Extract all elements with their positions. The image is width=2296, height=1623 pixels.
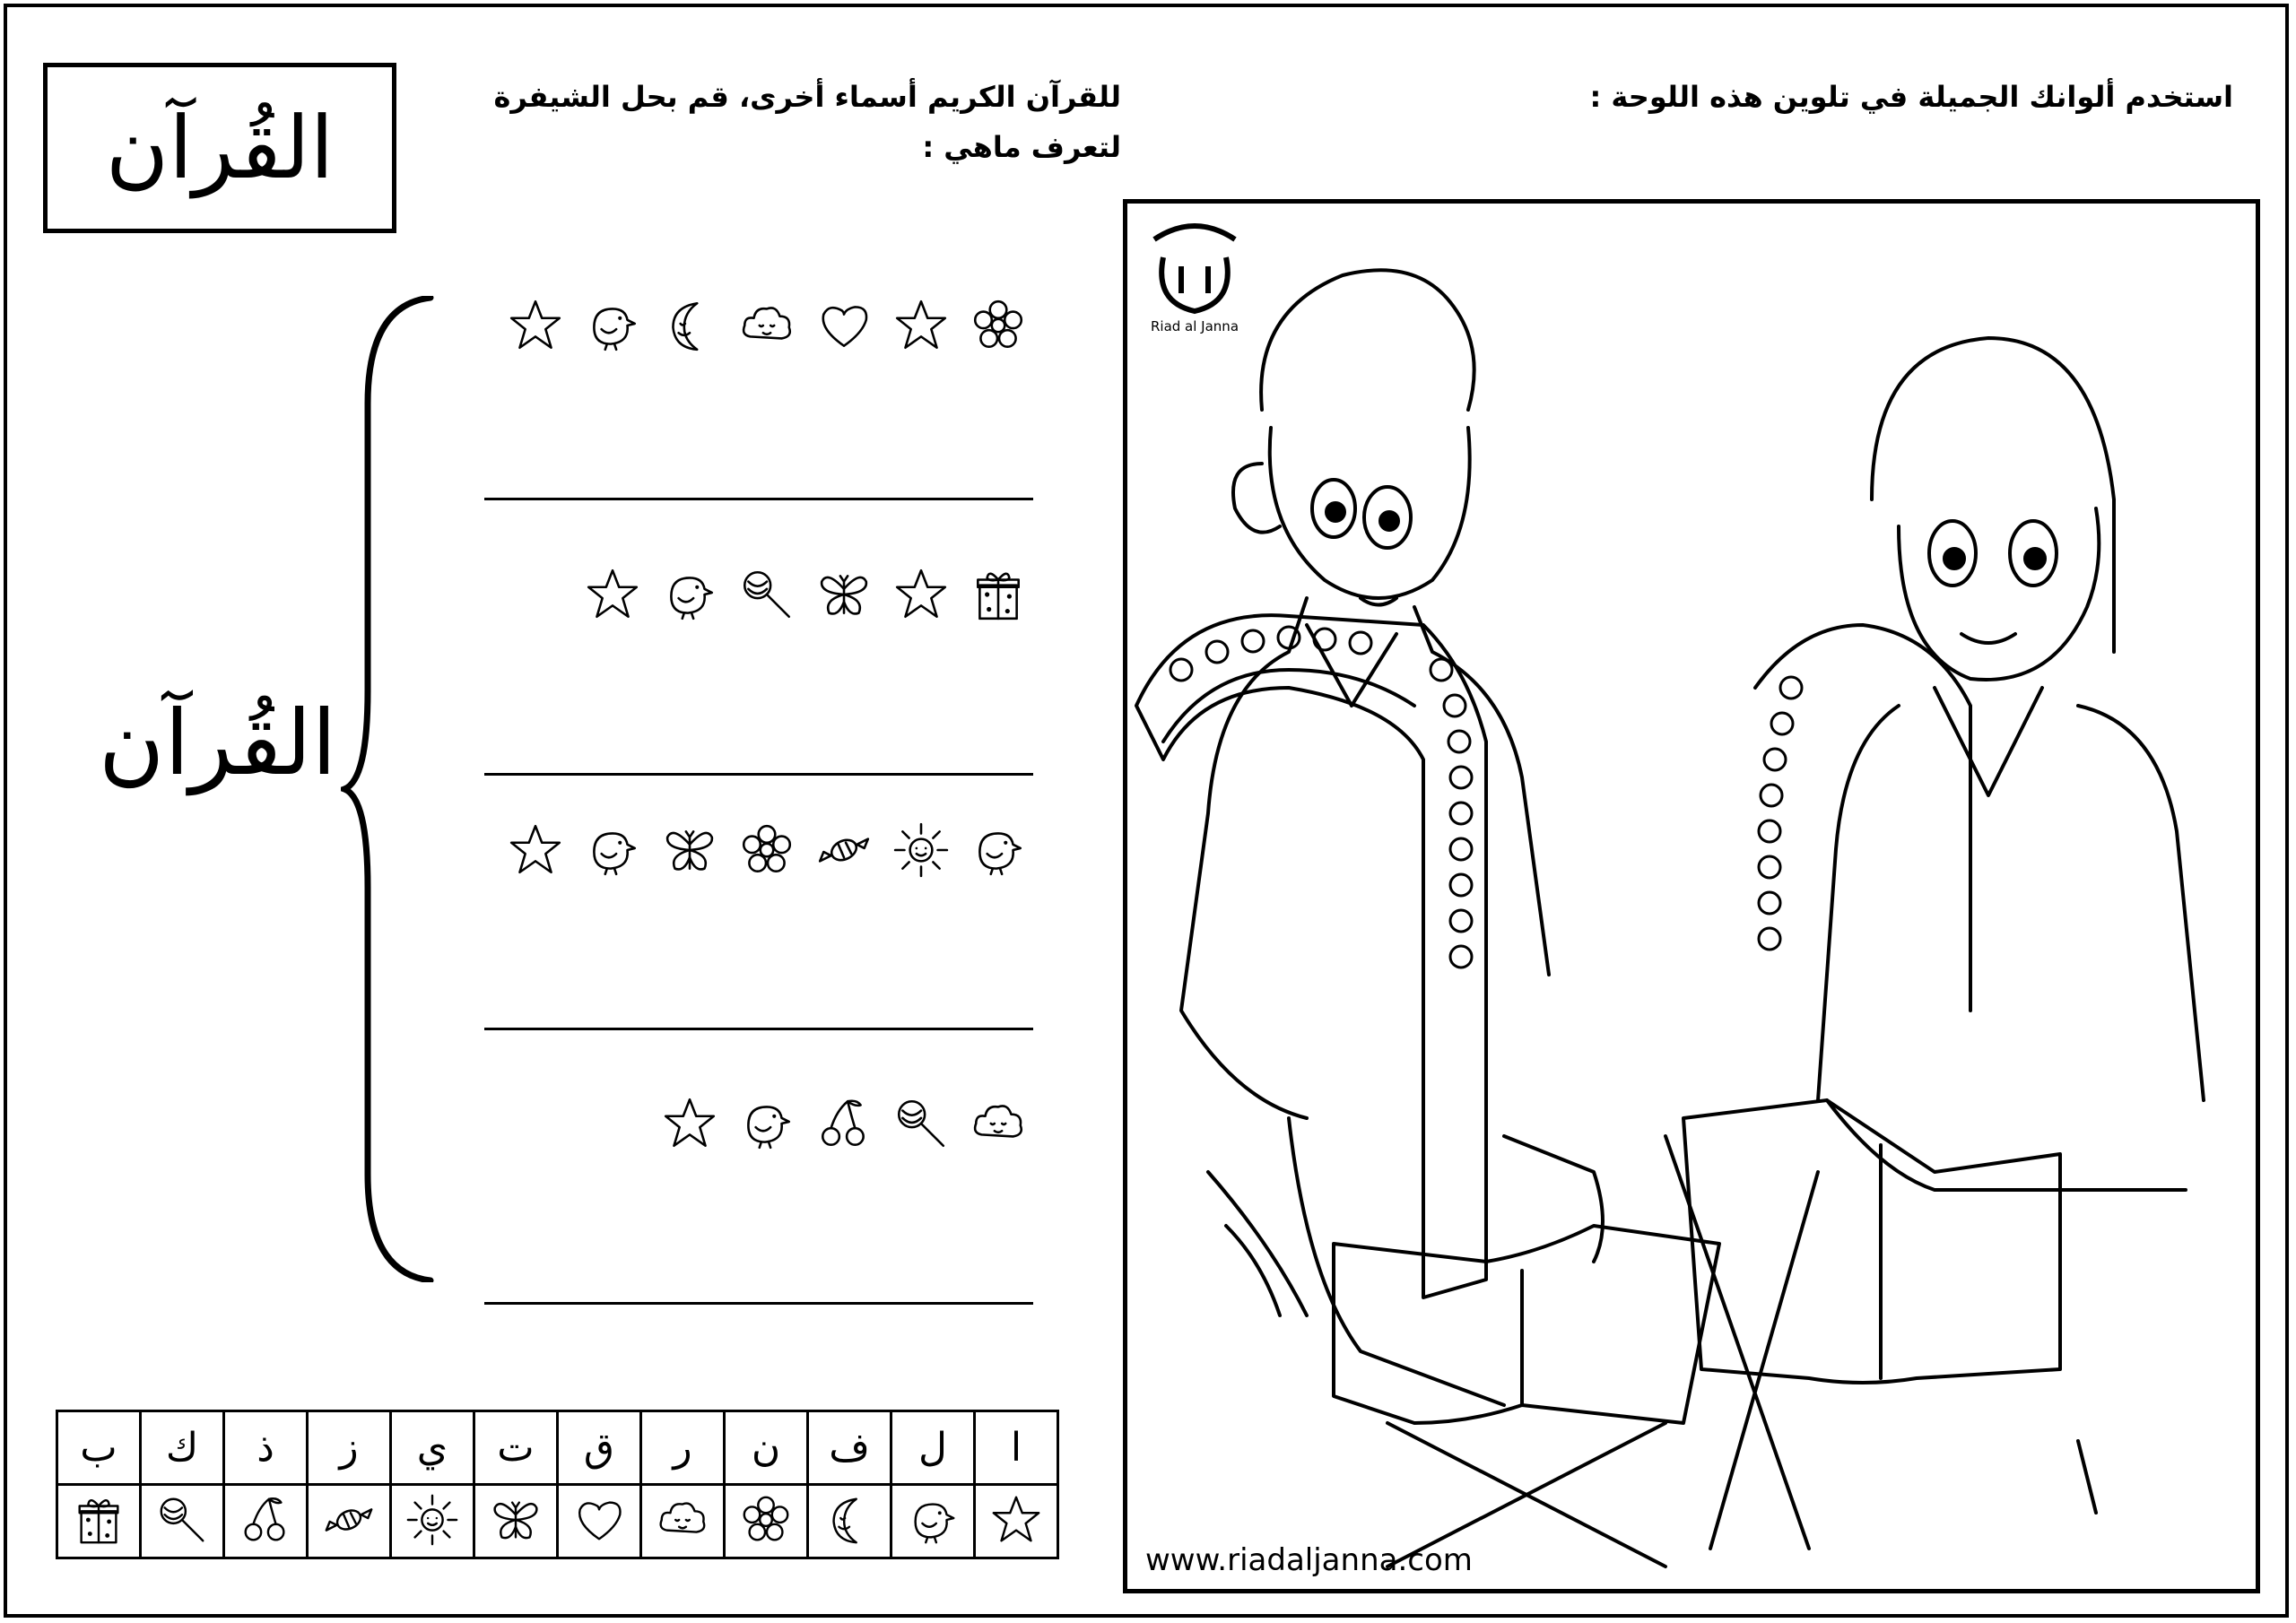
decode-instruction <box>475 72 1121 172</box>
star-icon <box>891 296 951 355</box>
candy-icon <box>814 820 874 880</box>
butterfly-icon <box>660 820 719 880</box>
key-symbol <box>224 1485 308 1558</box>
cipher-symbol <box>583 820 642 883</box>
key-symbol <box>558 1485 641 1558</box>
cipher-symbol <box>969 296 1028 359</box>
moon-icon <box>822 1492 877 1548</box>
cipher-symbol <box>583 565 642 628</box>
star-icon <box>988 1492 1044 1548</box>
moon-icon <box>660 296 719 355</box>
cipher-symbol <box>506 296 565 359</box>
bird-icon <box>583 820 642 880</box>
riad-al-janna-logo <box>1127 204 1262 338</box>
key-symbol <box>891 1485 975 1558</box>
key-symbol <box>141 1485 224 1558</box>
gift-icon <box>969 565 1028 624</box>
key-letter: ز <box>308 1411 391 1485</box>
cipher-symbol <box>583 296 642 359</box>
key-letter: ت <box>474 1411 558 1485</box>
cipher-symbol <box>737 296 796 359</box>
key-letter: ب <box>57 1411 141 1485</box>
flower-icon <box>737 820 796 880</box>
page-title: القُرآن <box>105 98 335 198</box>
star-icon <box>506 820 565 880</box>
answer-line-1[interactable] <box>484 498 1033 500</box>
curly-brace <box>341 296 439 1282</box>
coloring-picture <box>1123 199 2260 1593</box>
coloring-instruction: استخدم ألوانك الجميلة في تلوين هذه اللوحة : <box>1589 80 2233 114</box>
key-letter: ن <box>725 1411 808 1485</box>
flower-icon <box>969 296 1028 355</box>
title-box <box>43 63 396 233</box>
key-letter: ي <box>391 1411 474 1485</box>
heart-icon <box>814 296 874 355</box>
cherry-icon <box>814 1094 874 1153</box>
cipher-symbol <box>814 296 874 359</box>
flower-icon <box>738 1492 794 1548</box>
logo-caption: Riad al Janna <box>1150 318 1239 334</box>
lollipop-icon <box>891 1094 951 1153</box>
cipher-symbol <box>660 1094 719 1157</box>
candy-icon <box>321 1492 377 1548</box>
key-letter: ل <box>891 1411 975 1485</box>
decode-instruction-line2: لتعرف ماهي : <box>922 130 1121 164</box>
sun-icon <box>891 820 951 880</box>
lollipop-icon <box>154 1492 210 1548</box>
cipher-symbol <box>891 296 951 359</box>
cipher-symbol <box>737 820 796 883</box>
key-icon-row <box>57 1485 1058 1558</box>
key-letter: ق <box>558 1411 641 1485</box>
decode-instruction-line1: للقرآن الكريم أسماء أخرى، قم بحل الشيفرة <box>493 80 1121 114</box>
cipher-symbol <box>891 1094 951 1157</box>
bird-icon <box>969 820 1028 880</box>
cipher-symbol <box>814 1094 874 1157</box>
cloud-icon <box>737 296 796 355</box>
bird-icon <box>905 1492 961 1548</box>
cherry-icon <box>238 1492 293 1548</box>
star-icon <box>891 565 951 624</box>
star-icon <box>506 296 565 355</box>
cipher-symbol <box>814 820 874 883</box>
key-letter: ا <box>975 1411 1058 1485</box>
cipher-symbol <box>737 1094 796 1157</box>
key-symbol <box>808 1485 891 1558</box>
cipher-symbol <box>660 820 719 883</box>
key-symbol <box>975 1485 1058 1558</box>
star-icon <box>583 565 642 624</box>
heart-icon <box>571 1492 627 1548</box>
key-letter: ر <box>641 1411 725 1485</box>
cipher-symbol <box>737 565 796 628</box>
sun-icon <box>404 1492 460 1548</box>
key-symbol <box>308 1485 391 1558</box>
cipher-symbol <box>660 565 719 628</box>
key-symbol <box>641 1485 725 1558</box>
key-letter: ف <box>808 1411 891 1485</box>
key-letter: ذ <box>224 1411 308 1485</box>
children-reading-illustration <box>1127 204 2256 1589</box>
key-letter: ك <box>141 1411 224 1485</box>
bird-icon <box>660 565 719 624</box>
side-word: القُرآن <box>99 690 337 795</box>
key-symbol <box>725 1485 808 1558</box>
bird-icon <box>737 1094 796 1153</box>
butterfly-icon <box>814 565 874 624</box>
website-url: www.riadaljanna.com <box>1145 1542 1473 1578</box>
cipher-symbol <box>969 1094 1028 1157</box>
key-symbol <box>474 1485 558 1558</box>
cipher-symbol <box>506 820 565 883</box>
answer-line-4[interactable] <box>484 1302 1033 1305</box>
cipher-symbol <box>891 565 951 628</box>
cipher-symbol <box>969 820 1028 883</box>
lollipop-icon <box>737 565 796 624</box>
answer-line-3[interactable] <box>484 1028 1033 1030</box>
gift-icon <box>71 1492 126 1548</box>
butterfly-icon <box>488 1492 544 1548</box>
bird-icon <box>583 296 642 355</box>
cipher-symbol <box>814 565 874 628</box>
cloud-icon <box>969 1094 1028 1153</box>
cipher-symbol <box>660 296 719 359</box>
cipher-symbol <box>969 565 1028 628</box>
star-icon <box>660 1094 719 1153</box>
key-symbol <box>57 1485 141 1558</box>
key-letter-row <box>57 1411 1058 1485</box>
answer-line-2[interactable] <box>484 773 1033 776</box>
cipher-key-table <box>56 1410 1059 1559</box>
key-symbol <box>391 1485 474 1558</box>
cloud-icon <box>655 1492 710 1548</box>
cipher-symbol <box>891 820 951 883</box>
